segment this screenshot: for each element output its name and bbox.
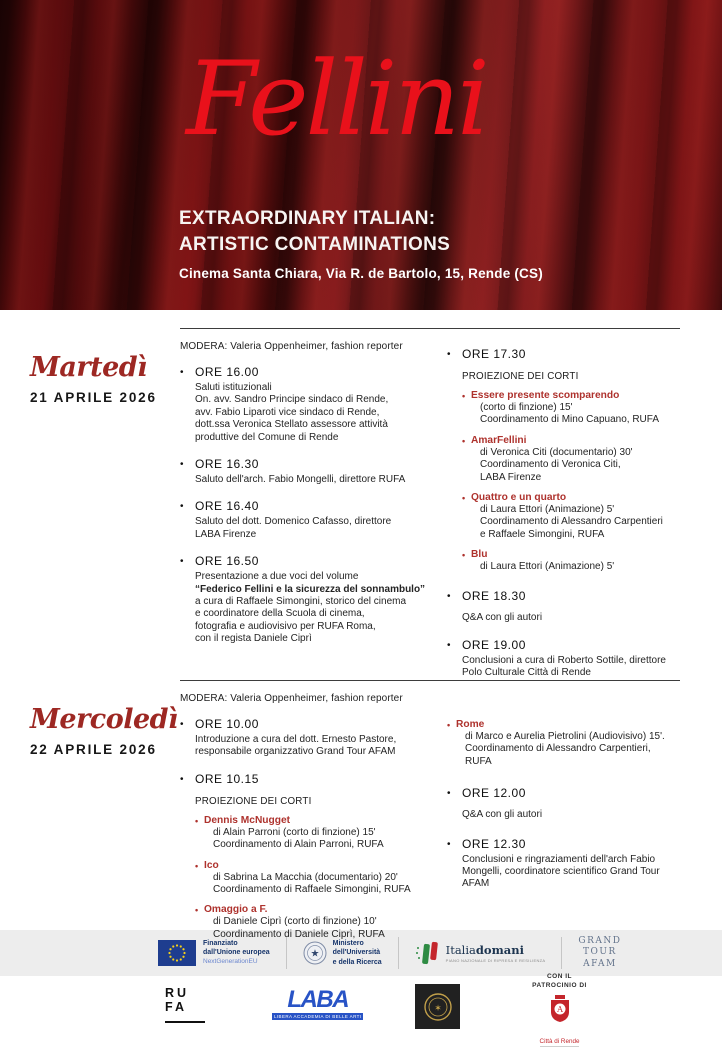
event-subtitle	[179, 206, 450, 257]
program-column-right	[443, 689, 680, 941]
program-column-left	[180, 689, 443, 941]
bullet-icon: •	[180, 367, 184, 378]
program-column-right	[443, 337, 680, 680]
film-title: Ico	[204, 859, 219, 871]
event-line: avv. Fabio Liparoti vice sindaco di Rende,	[195, 406, 380, 418]
subtitle-line-2: ARTISTIC CONTAMINATIONS	[179, 233, 451, 255]
event-ore-1650	[180, 554, 433, 645]
event-line: Introduzione a cura del dott. Ernesto Pastore,	[195, 734, 397, 745]
patronage-block	[512, 972, 607, 1048]
film-item	[195, 815, 433, 852]
event-line: Saluti istituzionali	[195, 382, 272, 393]
event-ore-1640	[180, 499, 433, 541]
patronage-label-line: PATROCINIO DI	[532, 982, 587, 990]
event-line: fotografia e audiovisivo per RUFA Roma,	[195, 620, 376, 632]
ministry-label-line: e della Ricerca	[332, 958, 382, 966]
event-line: AFAM	[462, 878, 490, 890]
bullet-icon: •	[180, 719, 184, 730]
film-lines	[213, 827, 433, 852]
event-line: Conclusioni e ringraziamenti dell'arch Fabio	[462, 853, 656, 865]
film-item	[447, 719, 680, 768]
event-lines	[195, 474, 433, 486]
svg-text:✶: ✶	[433, 1002, 442, 1013]
event-ore-1200	[447, 786, 680, 821]
film-title: Essere presente scomparendo	[471, 390, 620, 401]
fellini-title: Fellini	[186, 40, 487, 159]
grandtour-line: AFAM	[583, 958, 617, 969]
film-line: Coordinamento di Raffaele Simongini, RUFA	[213, 883, 411, 895]
film-line: LABA Firenze	[480, 471, 542, 483]
eu-funding-logo	[158, 939, 270, 967]
film-line: di Laura Ettori (Animazione) 5'	[480, 503, 615, 515]
program-columns	[180, 328, 680, 680]
film-line: di Laura Ettori (Animazione) 5'	[480, 561, 615, 573]
event-time: ORE 18.30	[462, 588, 526, 603]
svg-text:A: A	[556, 1004, 563, 1014]
film-title: Rome	[456, 719, 485, 730]
film-bullet-icon: •	[462, 435, 466, 446]
eu-label-line: Finanziato	[203, 940, 238, 948]
event-lines	[195, 734, 433, 759]
program-columns	[180, 680, 680, 941]
film-line: di Marco e Aurelia Pietrolini (Audiovisivo) 15'.	[465, 731, 665, 742]
rufa-line: FA	[165, 1000, 187, 1015]
films-section-label: PROIEZIONE DEI CORTI	[462, 371, 579, 382]
bullet-icon: •	[447, 639, 451, 651]
event-line: LABA Firenze	[195, 528, 257, 540]
brand-bold: domani	[475, 943, 524, 957]
event-line: responsabile organizzativo Grand Tour AFAM	[195, 746, 396, 758]
film-line: RUFA	[465, 755, 492, 767]
laba-tagline: LIBERA ACCADEMIA DI BELLE ARTI	[274, 1014, 362, 1019]
venue-line: Cinema Santa Chiara, Via R. de Bartolo, 15, Rende (CS)	[179, 266, 543, 281]
event-line: Presentazione a due voci del volume	[195, 571, 359, 583]
bullet-icon: •	[447, 590, 451, 602]
event-line: produttive del Comune di Rende	[195, 431, 339, 443]
film-bullet-icon: •	[195, 905, 199, 916]
film-title: Dennis McNugget	[204, 814, 291, 826]
event-line: Q&A con gli autori	[462, 611, 543, 623]
rufa-logo	[165, 986, 205, 1023]
grandtour-line: GRAND	[578, 936, 622, 947]
film-line: Coordinamento di Mino Capuano, RUFA	[480, 414, 659, 426]
event-line: Saluto del dott. Domenico Cafasso, direttore	[195, 516, 392, 528]
film-item	[462, 492, 680, 541]
eu-label-line: dall'Unione europea	[203, 949, 270, 957]
film-lines	[213, 872, 433, 897]
event-ore-1830	[447, 589, 680, 624]
film-line: di Veronica Citi (documentario) 30'	[480, 446, 633, 458]
event-lines	[195, 571, 433, 645]
day-date: 21 APRILE 2026	[30, 390, 157, 405]
film-lines	[480, 561, 680, 573]
event-line: dott.ssa Veronica Stellato assessore attività	[195, 419, 388, 431]
italiadomani-tagline: PIANO NAZIONALE DI RIPRESA E RESILIENZA	[445, 958, 546, 963]
event-line: Polo Culturale Città di Rende	[462, 667, 591, 679]
volume-title: “Federico Fellini e la sicurezza del sonnambulo”	[195, 583, 426, 595]
patronage-label-line: CON IL	[546, 973, 573, 980]
laba-wordmark: LABA	[287, 986, 349, 1013]
event-line: e coordinatore della Scuola di cinema,	[195, 608, 365, 620]
film-lines	[480, 402, 680, 427]
film-item	[462, 549, 680, 573]
day-title: Mercoledì	[30, 704, 178, 735]
event-line: con il regista Daniele Ciprì	[195, 633, 312, 645]
film-lines	[480, 504, 680, 541]
day-date: 22 APRILE 2026	[30, 742, 157, 757]
event-time: ORE 16.00	[195, 365, 259, 379]
divider	[398, 937, 399, 969]
event-lines	[195, 516, 433, 541]
ministry-logo	[303, 939, 382, 966]
city-label: Città di Rende	[539, 1037, 580, 1045]
italiadomani-wordmark	[446, 943, 546, 957]
film-line: Coordinamento di Daniele Ciprì, RUFA	[213, 928, 385, 940]
event-ore-1630	[180, 457, 433, 486]
event-time: ORE 10.00	[195, 717, 259, 731]
subtitle-line-1: EXTRAORDINARY ITALIAN:	[179, 208, 436, 229]
film-line: Coordinamento di Alain Parroni, RUFA	[213, 839, 384, 851]
eu-label-line: NextGenerationEU	[203, 958, 258, 966]
film-line: (corto di finzione) 15'	[480, 402, 573, 413]
hero-curtain-banner	[0, 0, 722, 310]
film-title: Omaggio a F.	[204, 904, 268, 916]
rende-crest-icon	[512, 994, 607, 1029]
rufa-underline	[165, 1021, 205, 1023]
event-ore-1230	[447, 837, 680, 891]
brand-normal: Italia	[445, 943, 476, 957]
film-title: Blu	[471, 549, 488, 561]
grandtour-afam-logo	[578, 936, 621, 970]
film-bullet-icon: •	[447, 720, 451, 730]
film-line: di Sabrina La Macchia (documentario) 20'	[213, 871, 398, 883]
svg-text:★: ★	[310, 948, 320, 960]
film-bullet-icon: •	[195, 860, 199, 871]
event-ore-1015	[180, 772, 433, 941]
day-section-mercoledi	[0, 680, 722, 940]
event-time: ORE 17.30	[462, 347, 526, 361]
film-line: Coordinamento di Veronica Citi,	[480, 459, 621, 471]
film-item	[462, 435, 680, 484]
bullet-icon: •	[180, 501, 184, 513]
event-lines	[462, 809, 680, 821]
film-lines	[480, 447, 680, 484]
bullet-icon: •	[180, 458, 184, 470]
film-line: Coordinamento di Alessandro Carpentieri,	[465, 743, 651, 755]
film-bullet-icon: •	[462, 550, 466, 561]
divider	[286, 937, 287, 969]
film-item	[195, 904, 433, 941]
moderator-line: MODERA: Valeria Oppenheimer, fashion reporter	[180, 341, 403, 352]
film-title: Quattro e un quarto	[471, 491, 567, 503]
event-line: On. avv. Sandro Principe sindaco di Rende,	[195, 394, 389, 406]
divider	[561, 937, 562, 969]
event-time: ORE 12.00	[462, 786, 526, 801]
partner-logos-row	[0, 973, 722, 1045]
event-lines	[462, 612, 680, 624]
event-time: ORE 16.50	[195, 554, 259, 569]
event-time: ORE 16.40	[195, 499, 259, 514]
bullet-icon: •	[447, 349, 451, 360]
event-lines	[462, 854, 680, 891]
grandtour-line: TOUR	[583, 947, 617, 958]
italiadomani-logo	[415, 939, 546, 967]
film-title: AmarFellini	[471, 434, 527, 446]
day-section-martedi	[0, 328, 722, 680]
bullet-icon: •	[180, 773, 184, 785]
event-ore-1600	[180, 365, 433, 444]
ministry-emblem-icon	[303, 941, 327, 965]
program-column-left	[180, 337, 443, 680]
ministry-label-line: dell'Università	[332, 949, 381, 957]
bullet-icon: •	[447, 788, 451, 800]
event-lines	[462, 655, 680, 680]
film-item	[462, 390, 680, 427]
film-item	[195, 860, 433, 897]
film-bullet-icon: •	[462, 391, 466, 401]
event-line: a cura di Raffaele Simongini, storico del cinema	[195, 595, 407, 607]
eu-flag-icon	[158, 940, 196, 966]
day-title: Martedì	[30, 352, 147, 383]
bullet-icon: •	[180, 556, 184, 568]
event-ore-1000	[180, 717, 433, 759]
film-line: di Alain Parroni (corto di finzione) 15'	[213, 826, 376, 838]
day-header-martedi	[30, 352, 175, 405]
ministry-label-line: Ministero	[332, 940, 364, 948]
event-line: Saluto dell'arch. Fabio Mongelli, direttore RUFA	[195, 473, 406, 485]
film-lines	[213, 916, 433, 941]
bullet-icon: •	[447, 838, 451, 850]
moderator-line: MODERA: Valeria Oppenheimer, fashion reporter	[180, 693, 403, 704]
event-time: ORE 16.30	[195, 456, 259, 471]
laba-logo	[272, 988, 363, 1020]
film-lines	[465, 731, 680, 768]
day-header-mercoledi	[30, 704, 178, 757]
event-ore-1900	[447, 638, 680, 680]
event-time: ORE 19.00	[462, 637, 526, 652]
cinema-medallion-icon	[415, 984, 460, 1029]
event-lines	[195, 382, 433, 444]
event-line: Mongelli, coordinatore scientifico Grand Tour	[462, 865, 660, 877]
film-bullet-icon: •	[195, 815, 199, 826]
event-line: Conclusioni a cura di Roberto Sottile, direttore	[462, 654, 666, 666]
event-time: ORE 10.15	[195, 771, 259, 786]
rufa-line: RU	[165, 986, 190, 1000]
film-line: Coordinamento di Alessandro Carpentieri	[480, 516, 663, 528]
event-time: ORE 12.30	[462, 836, 526, 851]
film-line: e Raffaele Simongini, RUFA	[480, 528, 605, 540]
italiadomani-icon	[415, 939, 441, 967]
film-bullet-icon: •	[462, 492, 466, 503]
event-line: Q&A con gli autori	[462, 809, 543, 821]
films-section-label: PROIEZIONE DEI CORTI	[195, 795, 312, 807]
film-line: di Daniele Ciprì (corto di finzione) 10'	[213, 916, 377, 928]
event-ore-1730	[447, 347, 680, 574]
